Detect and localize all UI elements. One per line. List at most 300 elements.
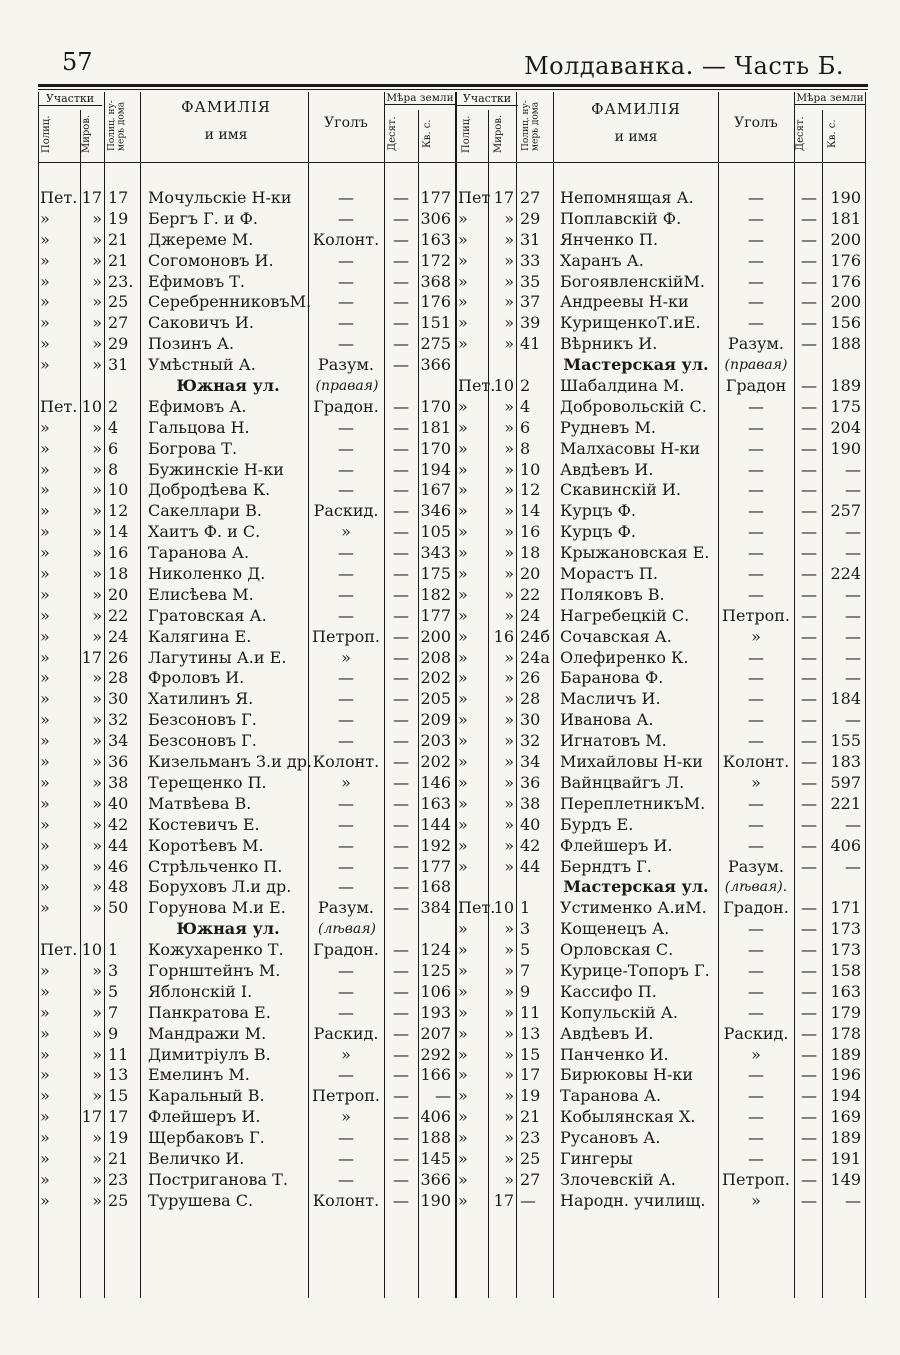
corner: — [338,271,354,291]
magistrate-district: » [92,689,102,709]
desyatin: — [801,271,817,291]
desyatin: — [801,438,817,458]
square-sazhen: 202 [420,668,451,688]
owner-name: Щербаковъ Г. [148,1128,265,1148]
table-row [456,543,866,564]
police-district: » [458,1169,468,1189]
table-row [456,1128,866,1149]
table-row [456,961,866,982]
house-number: 6 [520,417,531,437]
magistrate-district: » [92,564,102,584]
square-sazhen: 205 [420,689,451,709]
header-nomer: Полиц. ну-мерь дома [107,100,127,152]
table-row [38,585,456,606]
owner-name: Елисѣева М. [148,584,254,604]
owner-name: Терещенко П. [148,772,267,792]
desyatin: — [801,710,817,730]
magistrate-district: » [504,731,514,751]
owner-name: Сочавская А. [560,626,672,646]
square-sazhen: 171 [830,898,861,918]
desyatin: — [801,376,817,396]
desyatin: — [393,480,409,500]
police-district: » [458,250,468,270]
table-row [38,313,456,334]
police-district: » [40,793,50,813]
house-number: 36 [108,752,129,772]
owner-name: Крыжановская Е. [560,543,710,563]
police-district: » [40,543,50,563]
corner: — [338,334,354,354]
magistrate-district: » [92,605,102,625]
desyatin: — [393,250,409,270]
desyatin: — [393,1065,409,1085]
magistrate-district: » [504,981,514,1001]
top-rule-thin [38,89,868,90]
owner-name: Панкратова Е. [148,1002,271,1022]
header-ugol: Уголъ [324,115,368,131]
magistrate-district: » [92,501,102,521]
owner-name: Флейшеръ И. [560,835,673,855]
house-number: 12 [108,501,129,521]
police-district: » [458,229,468,249]
magistrate-district: » [92,814,102,834]
table-row [38,940,456,961]
owner-name: Турушева С. [148,1190,254,1210]
table-row [456,982,866,1003]
right-rows [456,188,866,1212]
table-row [456,752,866,773]
house-number: 9 [520,981,531,1001]
owner-name: Малхасовы Н-ки [560,438,701,458]
owner-name: Курице-Топоръ Г. [560,960,710,980]
magistrate-district: » [92,856,102,876]
corner: — [748,396,764,416]
corner: — [338,1169,354,1189]
police-district: » [40,459,50,479]
house-number: 8 [520,438,531,458]
corner: Колонт. [312,229,380,249]
magistrate-district: 10 [493,376,514,396]
square-sazhen: 193 [420,1002,451,1022]
house-number: 2 [520,376,531,396]
corner: — [748,668,764,688]
square-sazhen: — [845,710,861,730]
house-number: 19 [108,1128,129,1148]
corner: — [748,584,764,604]
square-sazhen: — [845,626,861,646]
owner-name: Хаитъ Ф. и С. [148,522,261,542]
corner: — [338,1065,354,1085]
owner-name: Добровольскій С. [560,396,707,416]
square-sazhen: 175 [830,396,861,416]
table-row [456,940,866,961]
police-district: » [40,229,50,249]
corner: Петроп. [312,626,380,646]
square-sazhen: 176 [830,271,861,291]
magistrate-district: 17 [81,188,102,207]
magistrate-district: 10 [81,396,102,416]
square-sazhen: 189 [830,1044,861,1064]
house-number: 17 [520,1065,541,1085]
magistrate-district: 10 [81,940,102,960]
corner: — [748,438,764,458]
owner-name: Курцъ Ф. [560,501,636,521]
police-district: » [458,208,468,228]
owner-name: Бужинскіе Н-ки [148,459,284,479]
desyatin: — [801,1002,817,1022]
table-row [456,272,866,293]
desyatin: — [801,564,817,584]
street-side: (лѣвая). [724,879,788,896]
police-district: » [40,626,50,646]
table-row [456,501,866,522]
owner-name: КурищенкоТ.иЕ. [560,313,701,333]
desyatin: — [393,271,409,291]
table-row [456,376,866,397]
owner-name: БогоявленскійМ. [560,271,706,291]
owner-name: Мочульскіе Н-ки [148,188,292,207]
table-row [38,1170,456,1191]
square-sazhen: 292 [420,1044,451,1064]
square-sazhen: 105 [420,522,451,542]
house-number: 23. [108,271,134,291]
square-sazhen: — [845,856,861,876]
owner-name: Димитріулъ В. [148,1044,271,1064]
corner: » [751,1044,761,1064]
table-row [38,564,456,585]
magistrate-district: » [504,793,514,813]
desyatin: — [801,459,817,479]
desyatin: — [801,626,817,646]
magistrate-district: » [92,772,102,792]
magistrate-district: » [92,334,102,354]
corner: — [338,1148,354,1168]
magistrate-district: » [504,668,514,688]
magistrate-district: » [92,1128,102,1148]
table-row [456,648,866,669]
desyatin: — [393,835,409,855]
corner: — [338,188,354,207]
square-sazhen: 406 [420,1107,451,1127]
house-number: 14 [108,522,129,542]
house-number: 12 [520,480,541,500]
owner-name: Шабалдина М. [560,376,685,396]
square-sazhen: — [845,584,861,604]
police-district: Пет. [458,898,496,918]
corner: — [748,480,764,500]
magistrate-district: » [92,438,102,458]
square-sazhen: 189 [830,376,861,396]
corner: — [748,1128,764,1148]
magistrate-district: » [504,543,514,563]
magistrate-district: 16 [493,626,514,646]
square-sazhen: 175 [420,564,451,584]
magistrate-district: » [92,584,102,604]
corner: — [338,543,354,563]
house-number: 4 [520,396,531,416]
square-sazhen: 406 [830,835,861,855]
owner-name: Курцъ Ф. [560,522,636,542]
corner: — [338,710,354,730]
header-uchastki: Участки [456,92,518,106]
owner-name: Михайловы Н-ки [560,752,703,772]
square-sazhen: 366 [420,355,451,375]
corner: » [751,772,761,792]
table-row [38,1191,456,1212]
house-number: 28 [520,689,541,709]
desyatin: — [393,1107,409,1127]
corner: — [748,459,764,479]
square-sazhen: 176 [420,292,451,312]
house-number: 3 [108,960,119,980]
magistrate-district: » [504,459,514,479]
owner-name: Емелинъ М. [148,1065,250,1085]
magistrate-district: » [504,438,514,458]
header-mera-zemli: Мѣра земли [794,92,866,105]
magistrate-district: » [92,1023,102,1043]
police-district: » [458,731,468,751]
owner-name: СеребренниковъМ. [148,292,312,312]
desyatin: — [393,229,409,249]
house-number: 20 [520,564,541,584]
house-number: 42 [108,814,129,834]
street-side: (лѣвая) [318,921,376,938]
owner-name: Янченко П. [560,229,659,249]
table-row [456,292,866,313]
owner-name: Сакеллари В. [148,501,262,521]
top-rule [38,84,868,87]
desyatin: — [801,772,817,792]
table-row [38,982,456,1003]
magistrate-district: » [92,522,102,542]
square-sazhen: 192 [420,835,451,855]
house-number: 24 [520,605,541,625]
desyatin: — [801,668,817,688]
square-sazhen: 343 [420,543,451,563]
corner: — [338,689,354,709]
table-row [38,272,456,293]
owner-name: Ефимовъ А. [148,396,247,416]
header-desyat: Десят. [387,116,398,152]
police-district: » [40,1148,50,1168]
corner: — [748,313,764,333]
owner-name: Бурдъ Е. [560,814,634,834]
magistrate-district: » [92,250,102,270]
magistrate-district: » [504,689,514,709]
table-row [456,1065,866,1086]
police-district: » [458,417,468,437]
magistrate-district: » [92,480,102,500]
corner: — [748,543,764,563]
square-sazhen: 179 [830,1002,861,1022]
table-row [38,460,456,481]
corner: » [751,626,761,646]
owner-name: Таранова А. [560,1086,662,1106]
desyatin: — [393,605,409,625]
square-sazhen: 168 [420,877,451,897]
owner-name: Калягина Е. [148,626,252,646]
house-number: 44 [108,835,129,855]
police-district: » [458,1044,468,1064]
corner: — [748,960,764,980]
owner-name: Хатилинъ Я. [148,689,254,709]
magistrate-district: » [92,292,102,312]
table-row [38,1024,456,1045]
desyatin: — [801,313,817,333]
corner: — [748,1002,764,1022]
magistrate-district: » [92,731,102,751]
table-row [456,710,866,731]
owner-name: Костевичъ Е. [148,814,260,834]
police-district: » [40,208,50,228]
magistrate-district: » [504,334,514,354]
square-sazhen: 172 [420,250,451,270]
house-number: 23 [520,1128,541,1148]
table-row [456,689,866,710]
magistrate-district: » [504,1023,514,1043]
desyatin: — [393,459,409,479]
police-district: » [40,313,50,333]
corner: — [338,605,354,625]
police-district: » [458,835,468,855]
owner-name: Николенко Д. [148,564,266,584]
square-sazhen: — [435,1086,451,1106]
owner-name: Бергъ Г. и Ф. [148,208,258,228]
square-sazhen: 177 [420,188,451,207]
square-sazhen: 384 [420,898,451,918]
square-sazhen: 149 [830,1169,861,1189]
desyatin: — [801,250,817,270]
desyatin: — [393,856,409,876]
police-district: » [458,981,468,1001]
corner: Колонт. [312,1190,380,1210]
owner-name: Согомоновъ И. [148,250,274,270]
police-district: » [40,772,50,792]
corner: — [748,793,764,813]
table-row [38,188,456,209]
police-district: » [40,814,50,834]
header-familiya: ФАМИЛІЯ [181,98,271,116]
owner-name: Матвѣева В. [148,793,252,813]
corner: — [338,584,354,604]
corner: Градон. [313,940,379,960]
desyatin: — [801,1023,817,1043]
table-row [456,857,866,878]
magistrate-district: » [92,1044,102,1064]
table-row [456,1107,866,1128]
table-row [38,689,456,710]
police-district: » [40,1086,50,1106]
square-sazhen: 182 [420,584,451,604]
house-number: 25 [520,1148,541,1168]
police-district: » [40,731,50,751]
house-number: 26 [108,647,129,667]
police-district: » [40,1169,50,1189]
table-row [38,1107,456,1128]
magistrate-district: » [504,919,514,939]
square-sazhen: 306 [420,208,451,228]
police-district: » [458,752,468,772]
owner-name: Гратовская А. [148,605,267,625]
police-district: » [458,772,468,792]
table-row [38,292,456,313]
corner: Петроп. [722,1169,790,1189]
square-sazhen: 146 [420,772,451,792]
square-sazhen: 170 [420,438,451,458]
magistrate-district: » [92,1086,102,1106]
owner-name: Скавинскій И. [560,480,681,500]
square-sazhen: 177 [420,856,451,876]
desyatin: — [393,793,409,813]
header-ugol: Уголъ [734,115,778,131]
magistrate-district: » [92,752,102,772]
square-sazhen: 189 [830,1128,861,1148]
owner-name: Коротѣевъ М. [148,835,264,855]
police-district: » [40,438,50,458]
house-number: 21 [108,229,129,249]
header-mirov: Миров. [493,114,504,154]
right-table [456,92,866,1298]
table-row [38,710,456,731]
square-sazhen: 224 [830,564,861,584]
police-district: » [40,898,50,918]
corner: — [748,1065,764,1085]
police-district: » [40,835,50,855]
table-row [456,627,866,648]
house-number: 16 [108,543,129,563]
magistrate-district: » [92,229,102,249]
square-sazhen: 158 [830,960,861,980]
house-number: 31 [520,229,541,249]
table-row [456,418,866,439]
corner: Колонт. [312,752,380,772]
corner: — [748,250,764,270]
square-sazhen: 221 [830,793,861,813]
corner: Раскид. [313,501,379,521]
square-sazhen: 597 [830,772,861,792]
corner: — [748,564,764,584]
header-mera-zemli: Мѣра земли [384,92,456,105]
table-row [38,480,456,501]
house-number: 15 [108,1086,129,1106]
house-number: 21 [108,1148,129,1168]
police-district: » [40,1107,50,1127]
house-number: 7 [520,960,531,980]
magistrate-district: » [504,564,514,584]
police-district: Пет. [40,940,78,960]
police-district: » [458,1128,468,1148]
corner: — [338,1002,354,1022]
house-number: 30 [520,710,541,730]
table-row [38,1065,456,1086]
house-number: 36 [520,772,541,792]
police-district: » [40,1190,50,1210]
owner-name: Харанъ А. [560,250,644,270]
square-sazhen: 207 [420,1023,451,1043]
square-sazhen: 178 [830,1023,861,1043]
house-number: 30 [108,689,129,709]
desyatin: — [801,417,817,437]
owner-name: Каральный В. [148,1086,265,1106]
square-sazhen: 275 [420,334,451,354]
magistrate-district: » [504,1128,514,1148]
magistrate-district: » [92,668,102,688]
desyatin: — [393,940,409,960]
magistrate-district: 17 [81,647,102,667]
owner-name: Андреевы Н-ки [560,292,689,312]
house-number: 39 [520,313,541,333]
square-sazhen: 183 [830,752,861,772]
